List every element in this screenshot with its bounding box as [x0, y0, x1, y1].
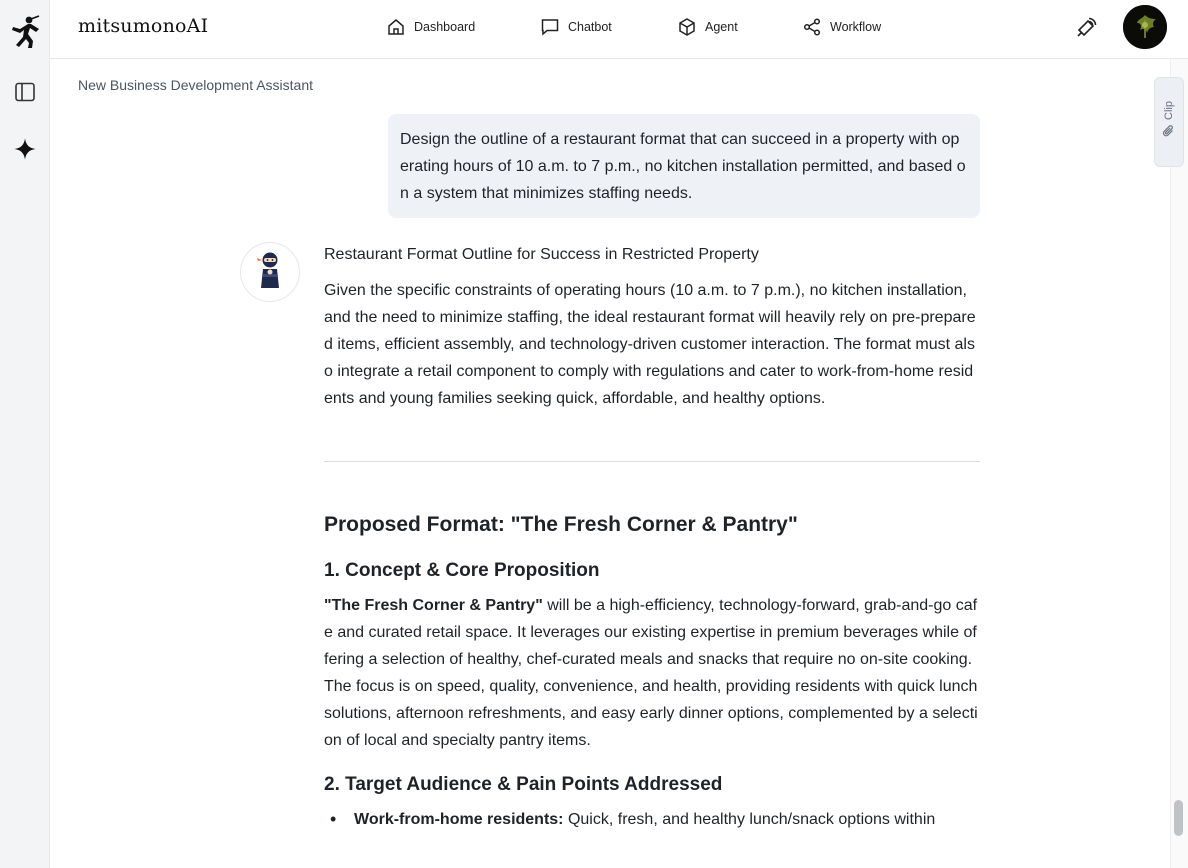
home-icon: [386, 17, 406, 37]
section-text: will be a high-efficiency, technology-forward, grab-and-go cafe and curated retail space. It leverages our existing expertise in premium beverages while offering a selection of healthy, chef-curated meals and snacks that require no on-site cooking. The focus is on speed, quality, convenience, and health, providing residents with quick lunch solutions, afternoon refreshments, and easy early dinner options, complemented by a selection of local and specialty pantry items.: [324, 597, 978, 749]
user-message-text: Design the outline of a restaurant format that can succeed in a property with operating hours of 10 a.m. to 7 p.m., no kitchen installation permitted, and based on a system that minimizes staffing needs.: [400, 131, 966, 202]
nav-label: Workflow: [830, 20, 882, 34]
bold-lead: "The Fresh Corner & Pantry": [324, 597, 543, 614]
bullet-text: Quick, fresh, and healthy lunch/snack options within: [563, 811, 936, 828]
nav-label: Chatbot: [568, 20, 612, 34]
bullet-list: [324, 806, 980, 833]
satellite-icon[interactable]: [1072, 14, 1100, 42]
scrollbar-thumb[interactable]: [1174, 800, 1183, 836]
share-nodes-icon: [802, 17, 822, 37]
list-item: [324, 806, 980, 833]
brand-name[interactable]: mitsumonoAI: [78, 15, 209, 37]
answer-heading: Proposed Format: "The Fresh Corner & Pantry": [324, 513, 798, 536]
sidebar-toggle-icon[interactable]: [0, 72, 50, 112]
ninja-assistant-icon: [255, 250, 285, 295]
section-title: 1. Concept & Core Proposition: [324, 560, 600, 581]
section-title: 2. Target Audience & Pain Points Addressed: [324, 774, 723, 795]
divider: [324, 461, 980, 462]
paperclip-icon: [1162, 124, 1176, 143]
nav-workflow[interactable]: [802, 17, 881, 37]
nav-dashboard[interactable]: [386, 17, 475, 37]
sparkle-icon[interactable]: [0, 129, 50, 169]
assistant-message: [324, 243, 980, 833]
nav-chatbot[interactable]: [540, 17, 612, 37]
ninja-logo-icon[interactable]: [0, 12, 50, 52]
left-rail: [0, 0, 50, 868]
bullet-bold: Work-from-home residents:: [354, 811, 564, 828]
clip-tab[interactable]: [1154, 77, 1184, 167]
assistant-avatar: [240, 242, 300, 302]
top-bar: [50, 0, 1188, 59]
user-avatar[interactable]: [1123, 5, 1167, 49]
breadcrumb[interactable]: New Business Development Assistant: [78, 77, 313, 93]
answer-subtitle: Restaurant Format Outline for Success in Restricted Property: [324, 246, 759, 263]
user-message-bubble: [388, 114, 980, 218]
chat-bubble-icon: [540, 17, 560, 37]
section-paragraph: [324, 592, 980, 754]
nav-label: Dashboard: [414, 20, 476, 34]
answer-intro: Given the specific constraints of operating hours (10 a.m. to 7 p.m.), no kitchen installation, and the need to minimize staffing, the ideal restaurant format will heavily rely on pre-prepared items, efficient assembly, and technology-driven customer interaction. The format must also integrate a retail component to comply with regulations and cater to work-from-home residents and young families seeking quick, affordable, and healthy options.: [324, 282, 976, 407]
nav-label: Agent: [705, 20, 738, 34]
cube-icon: [677, 17, 697, 37]
clip-label: Clip: [1163, 101, 1175, 120]
scrollbar-track[interactable]: [1170, 59, 1188, 868]
nav-agent[interactable]: [677, 17, 738, 37]
